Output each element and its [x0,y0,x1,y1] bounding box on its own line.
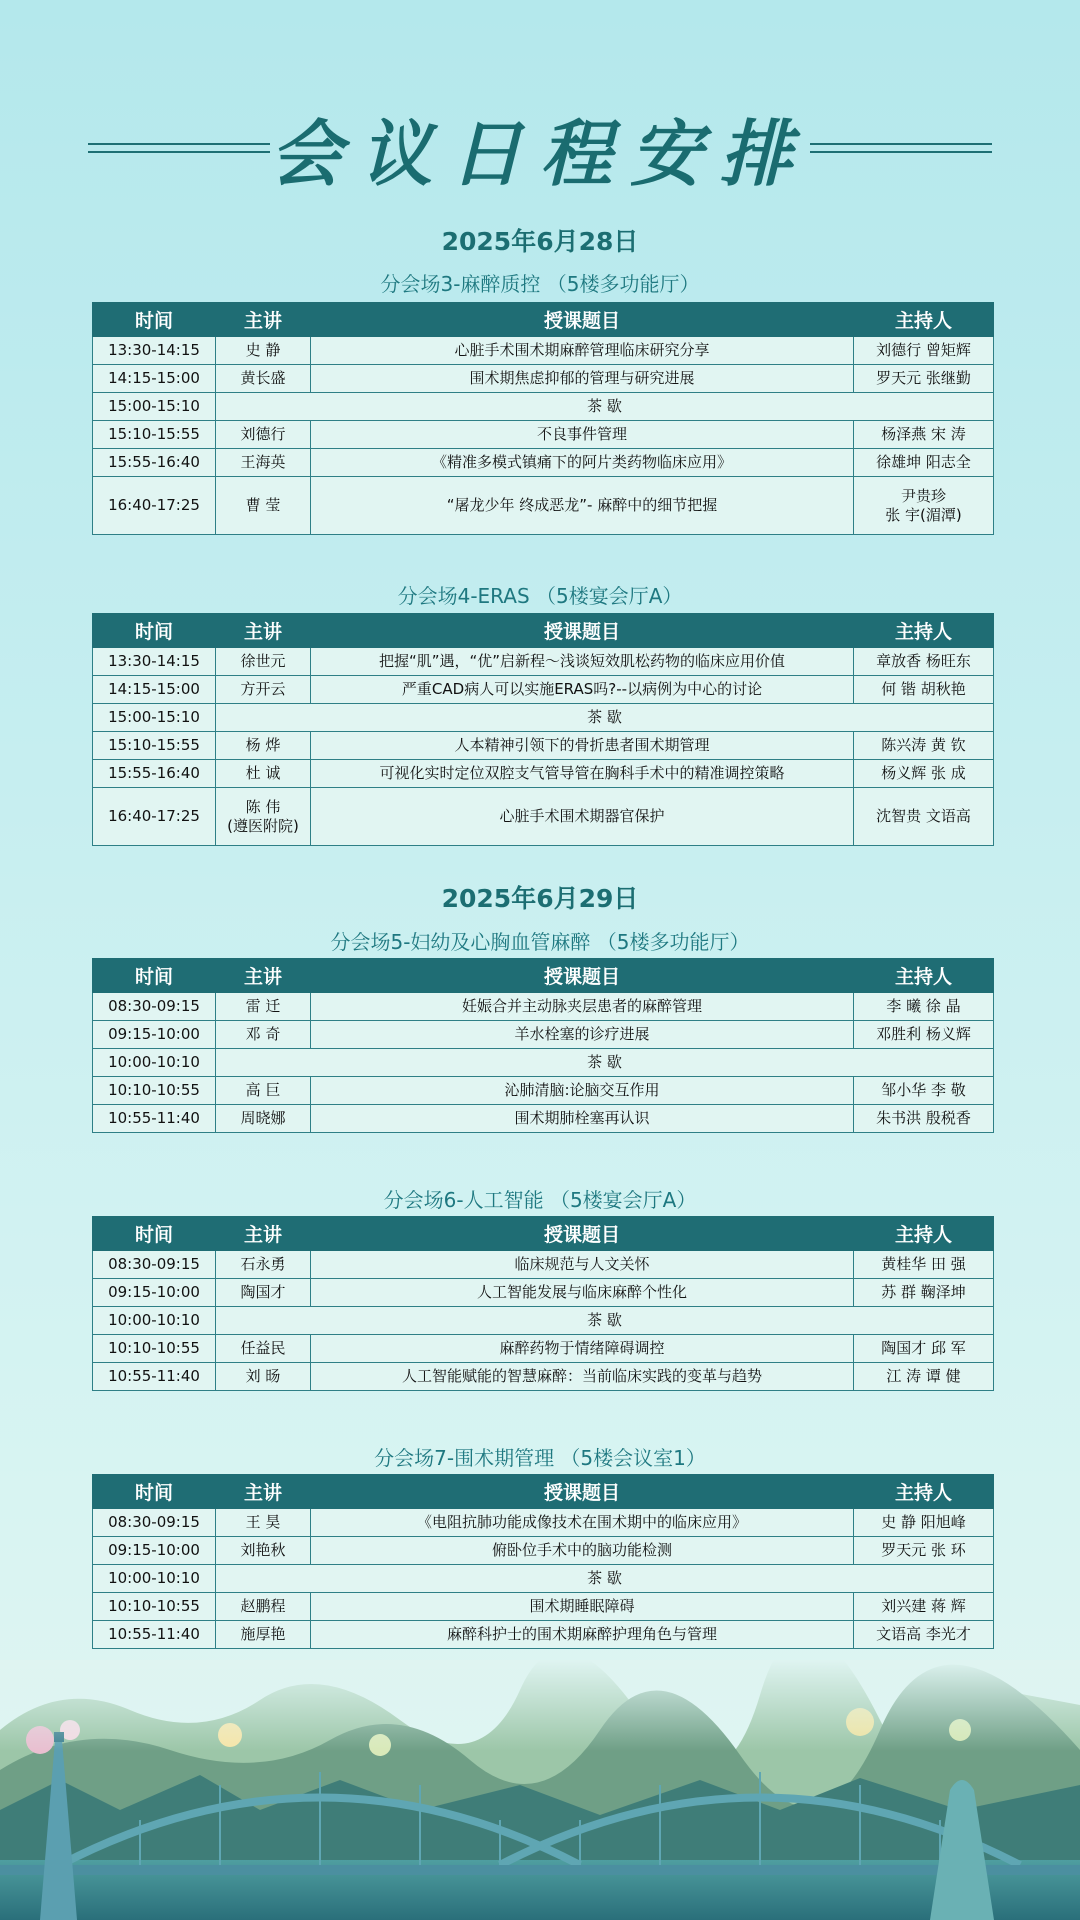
header-speaker: 主讲 [216,959,311,993]
time-cell: 15:55-16:40 [93,760,216,788]
speaker-cell: 王 昊 [216,1509,311,1537]
table-body [93,1509,994,1649]
break-row [93,1565,994,1593]
header-speaker: 主讲 [216,303,311,337]
header-topic: 授课题目 [311,303,854,337]
topic-cell: 人工智能赋能的智慧麻醉：当前临床实践的变革与趋势 [311,1363,854,1391]
title-line-right [810,143,992,153]
session-title-4: 分会场4-ERAS （5楼宴会厅A） [397,584,683,608]
table-row [93,1021,994,1049]
speaker-cell: 史 静 [216,337,311,365]
time-cell: 14:15-15:00 [93,676,216,704]
table-header [93,959,994,993]
session-title-5: 分会场5-妇幼及心胸血管麻醉 （5楼多功能厅） [330,930,750,954]
header-host: 主持人 [854,303,994,337]
time-cell: 10:10-10:55 [93,1335,216,1363]
time-cell: 15:00-15:10 [93,704,216,732]
topic-cell: 《精准多模式镇痛下的阿片类药物临床应用》 [311,449,854,477]
time-cell: 13:30-14:15 [93,337,216,365]
host-cell: 尹贵珍 张 宇(湄潭) [854,477,994,535]
table-row [93,477,994,535]
bridge-landscape-illustration [0,1660,1080,1920]
table-row [93,676,994,704]
speaker-cell: 黄长盛 [216,365,311,393]
date-heading-day2: 2025年6月29日 [441,884,639,913]
time-cell: 10:00-10:10 [93,1565,216,1593]
speaker-cell: 周晓娜 [216,1105,311,1133]
time-cell: 13:30-14:15 [93,648,216,676]
header-row [93,959,994,993]
table-row [93,1593,994,1621]
host-cell: 陈兴涛 黄 钦 [854,732,994,760]
table-header [93,614,994,648]
topic-cell: 妊娠合并主动脉夹层患者的麻醉管理 [311,993,854,1021]
time-cell: 15:55-16:40 [93,449,216,477]
header-row [93,303,994,337]
topic-cell: 临床规范与人文关怀 [311,1251,854,1279]
topic-cell: 严重CAD病人可以实施ERAS吗?--以病例为中心的讨论 [311,676,854,704]
table-row [93,1105,994,1133]
table-row [93,648,994,676]
session-table-7 [92,1474,994,1649]
table-header [93,1217,994,1251]
speaker-cell: 曹 莹 [216,477,311,535]
speaker-cell: 陶国才 [216,1279,311,1307]
tea-break-cell: 茶 歇 [216,1049,994,1077]
header-topic: 授课题目 [311,959,854,993]
session-table-6 [92,1216,994,1391]
time-cell: 08:30-09:15 [93,1251,216,1279]
host-cell: 江 涛 谭 健 [854,1363,994,1391]
time-cell: 15:00-15:10 [93,393,216,421]
topic-cell: 羊水栓塞的诊疗进展 [311,1021,854,1049]
header-topic: 授课题目 [311,1217,854,1251]
topic-cell: 围术期焦虑抑郁的管理与研究进展 [311,365,854,393]
host-cell: 罗天元 张 环 [854,1537,994,1565]
page-title: 会议日程安排 [269,111,810,196]
time-cell: 10:55-11:40 [93,1621,216,1649]
speaker-cell: 杨 烨 [216,732,311,760]
session-table-5 [92,958,994,1133]
topic-cell: 俯卧位手术中的脑功能检测 [311,1537,854,1565]
speaker-cell: 邓 奇 [216,1021,311,1049]
time-cell: 16:40-17:25 [93,788,216,846]
speaker-cell: 陈 伟 (遵医附院) [216,788,311,846]
host-cell: 史 静 阳旭峰 [854,1509,994,1537]
host-cell: 罗天元 张继勤 [854,365,994,393]
host-cell: 文语高 李光才 [854,1621,994,1649]
host-cell: 苏 群 鞠泽坤 [854,1279,994,1307]
table-row [93,1621,994,1649]
time-cell: 08:30-09:15 [93,1509,216,1537]
header-row [93,614,994,648]
topic-cell: 《电阻抗肺功能成像技术在围术期中的临床应用》 [311,1509,854,1537]
session-title-3: 分会场3-麻醉质控 （5楼多功能厅） [380,272,700,296]
topic-cell: “屠龙少年 终成恶龙”- 麻醉中的细节把握 [311,477,854,535]
date-heading-day1: 2025年6月28日 [441,227,639,256]
speaker-cell: 王海英 [216,449,311,477]
time-cell: 10:55-11:40 [93,1105,216,1133]
header-host: 主持人 [854,1475,994,1509]
table-row [93,1335,994,1363]
time-cell: 09:15-10:00 [93,1279,216,1307]
speaker-cell: 刘 旸 [216,1363,311,1391]
session-table-3 [92,302,994,535]
topic-cell: 不良事件管理 [311,421,854,449]
speaker-cell: 石永勇 [216,1251,311,1279]
session-title-7: 分会场7-围术期管理 （5楼会议室1） [374,1446,706,1470]
table-row [93,788,994,846]
table-row [93,1509,994,1537]
header-host: 主持人 [854,959,994,993]
table-row [93,1251,994,1279]
host-cell: 杨义辉 张 成 [854,760,994,788]
speaker-cell: 刘德行 [216,421,311,449]
header-topic: 授课题目 [311,614,854,648]
table-row [93,732,994,760]
speaker-cell: 徐世元 [216,648,311,676]
time-cell: 10:10-10:55 [93,1077,216,1105]
host-cell: 李 曦 徐 晶 [854,993,994,1021]
break-row [93,393,994,421]
header-time: 时间 [93,303,216,337]
header-speaker: 主讲 [216,1475,311,1509]
table-row [93,337,994,365]
host-cell: 黄桂华 田 强 [854,1251,994,1279]
topic-cell: 心脏手术围术期麻醉管理临床研究分享 [311,337,854,365]
tea-break-cell: 茶 歇 [216,1307,994,1335]
time-cell: 08:30-09:15 [93,993,216,1021]
session-table-4 [92,613,994,846]
table-body [93,993,994,1133]
header-time: 时间 [93,614,216,648]
header-row [93,1217,994,1251]
speaker-cell: 施厚艳 [216,1621,311,1649]
time-cell: 10:55-11:40 [93,1363,216,1391]
table-row [93,993,994,1021]
session-title-6: 分会场6-人工智能 （5楼宴会厅A） [383,1188,697,1212]
header-time: 时间 [93,1475,216,1509]
time-cell: 16:40-17:25 [93,477,216,535]
speaker-cell: 杜 诚 [216,760,311,788]
speaker-cell: 赵鹏程 [216,1593,311,1621]
speaker-cell: 任益民 [216,1335,311,1363]
topic-cell: 麻醉药物于情绪障碍调控 [311,1335,854,1363]
time-cell: 10:00-10:10 [93,1307,216,1335]
table-body [93,337,994,535]
break-row [93,704,994,732]
table-row [93,421,994,449]
topic-cell: 围术期睡眠障碍 [311,1593,854,1621]
topic-cell: 人工智能发展与临床麻醉个性化 [311,1279,854,1307]
topic-cell: 沁肺清脑:论脑交互作用 [311,1077,854,1105]
table-body [93,1251,994,1391]
time-cell: 14:15-15:00 [93,365,216,393]
host-cell: 沈智贵 文语高 [854,788,994,846]
speaker-cell: 雷 迁 [216,993,311,1021]
table-header [93,303,994,337]
host-cell: 朱书洪 殷税香 [854,1105,994,1133]
tea-break-cell: 茶 歇 [216,704,994,732]
header-topic: 授课题目 [311,1475,854,1509]
header-speaker: 主讲 [216,614,311,648]
table-row [93,1279,994,1307]
header-host: 主持人 [854,1217,994,1251]
table-row [93,1363,994,1391]
host-cell: 徐雄坤 阳志全 [854,449,994,477]
tea-break-cell: 茶 歇 [216,1565,994,1593]
host-cell: 何 锴 胡秋艳 [854,676,994,704]
topic-cell: 人本精神引领下的骨折患者围术期管理 [311,732,854,760]
header-time: 时间 [93,1217,216,1251]
topic-cell: 围术期肺栓塞再认识 [311,1105,854,1133]
topic-cell: 可视化实时定位双腔支气管导管在胸科手术中的精准调控策略 [311,760,854,788]
table-row [93,1537,994,1565]
time-cell: 10:10-10:55 [93,1593,216,1621]
header-speaker: 主讲 [216,1217,311,1251]
break-row [93,1307,994,1335]
host-cell: 章放香 杨旺东 [854,648,994,676]
host-cell: 杨泽燕 宋 涛 [854,421,994,449]
break-row [93,1049,994,1077]
time-cell: 15:10-15:55 [93,421,216,449]
speaker-cell: 方开云 [216,676,311,704]
time-cell: 10:00-10:10 [93,1049,216,1077]
table-row [93,760,994,788]
host-cell: 邹小华 李 敬 [854,1077,994,1105]
table-row [93,449,994,477]
table-row [93,365,994,393]
speaker-cell: 刘艳秋 [216,1537,311,1565]
topic-cell: 麻醉科护士的围术期麻醉护理角色与管理 [311,1621,854,1649]
time-cell: 09:15-10:00 [93,1537,216,1565]
host-cell: 陶国才 邱 军 [854,1335,994,1363]
topic-cell: 心脏手术围术期器官保护 [311,788,854,846]
title-row [88,108,992,196]
title-line-left [88,143,270,153]
host-cell: 邓胜利 杨义辉 [854,1021,994,1049]
table-row [93,1077,994,1105]
speaker-cell: 高 巨 [216,1077,311,1105]
table-body [93,648,994,846]
tea-break-cell: 茶 歇 [216,393,994,421]
topic-cell: 把握“肌”遇，“优”启新程～浅谈短效肌松药物的临床应用价值 [311,648,854,676]
time-cell: 09:15-10:00 [93,1021,216,1049]
table-header [93,1475,994,1509]
time-cell: 15:10-15:55 [93,732,216,760]
header-host: 主持人 [854,614,994,648]
host-cell: 刘兴建 蒋 辉 [854,1593,994,1621]
host-cell: 刘德行 曾矩辉 [854,337,994,365]
header-time: 时间 [93,959,216,993]
header-row [93,1475,994,1509]
